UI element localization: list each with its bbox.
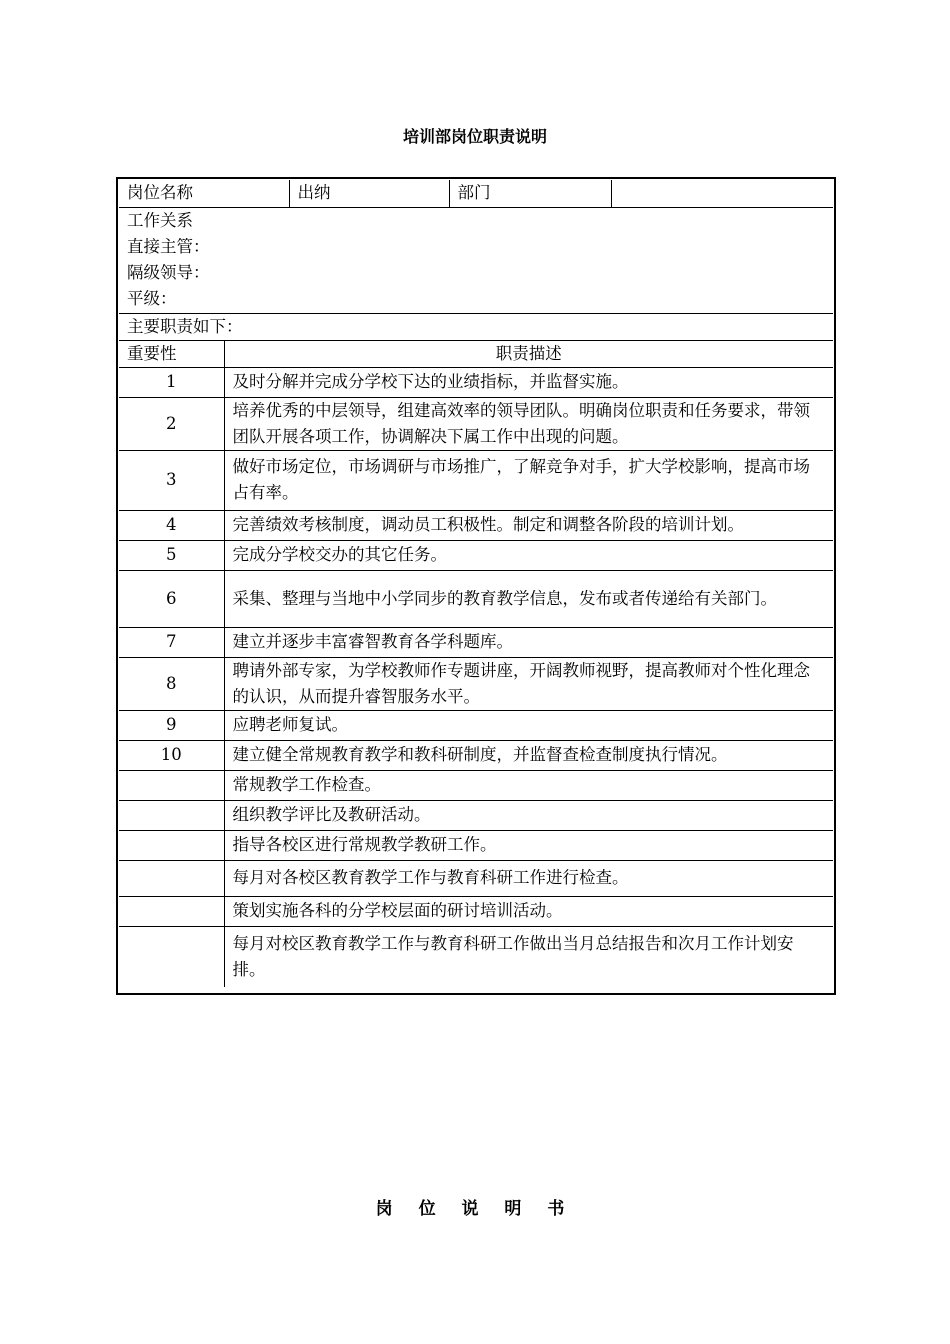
- duty-importance: 7: [119, 627, 224, 657]
- duty-description: 及时分解并完成分学校下达的业绩指标，并监督实施。: [224, 367, 833, 397]
- duty-description: 指导各校区进行常规教学教研工作。: [224, 830, 833, 860]
- duty-description: 每月对校区教育教学工作与教育科研工作做出当月总结报告和次月工作计划安排。: [224, 926, 833, 987]
- duty-row: [119, 740, 833, 770]
- position-value: 出纳: [289, 180, 449, 207]
- duty-importance: 2: [119, 397, 224, 450]
- duty-row: [119, 830, 833, 860]
- duty-row: [119, 367, 833, 397]
- duty-importance: 4: [119, 510, 224, 540]
- duty-description: 组织教学评比及教研活动。: [224, 800, 833, 830]
- duty-importance: 10: [119, 740, 224, 770]
- duty-row: [119, 570, 833, 627]
- duty-row: [119, 657, 833, 710]
- duty-importance: 1: [119, 367, 224, 397]
- duty-row: [119, 710, 833, 740]
- duty-row: [119, 800, 833, 830]
- duty-importance: 8: [119, 657, 224, 710]
- duty-importance: 5: [119, 540, 224, 570]
- duty-description: 常规教学工作检查。: [224, 770, 833, 800]
- dept-label: 部门: [449, 180, 611, 207]
- duty-row: [119, 627, 833, 657]
- duties-heading: 主要职责如下：: [119, 313, 833, 340]
- duty-description: 聘请外部专家，为学校教师作专题讲座，开阔教师视野，提高教师对个性化理念的认识，从而提升睿智服务水平。: [224, 657, 833, 710]
- duty-row: [119, 896, 833, 926]
- duty-row: [119, 397, 833, 450]
- importance-header: 重要性: [119, 340, 224, 367]
- duty-description: 建立健全常规教育教学和教科研制度，并监督查检查制度执行情况。: [224, 740, 833, 770]
- duty-importance: [119, 896, 224, 926]
- duty-row: [119, 770, 833, 800]
- duty-description: 完善绩效考核制度，调动员工积极性。制定和调整各阶段的培训计划。: [224, 510, 833, 540]
- relations-cell: [119, 207, 833, 313]
- position-label: 岗位名称: [119, 180, 289, 207]
- duty-row: [119, 860, 833, 896]
- duty-importance: [119, 770, 224, 800]
- duty-importance: [119, 926, 224, 987]
- relations-heading: 工作关系: [127, 211, 193, 230]
- duty-importance: 3: [119, 450, 224, 510]
- duty-description: 培养优秀的中层领导，组建高效率的领导团队。明确岗位职责和任务要求，带领团队开展各项工作，协调解决下属工作中出现的问题。: [224, 397, 833, 450]
- duty-row: [119, 540, 833, 570]
- duty-importance: [119, 800, 224, 830]
- duty-description: 策划实施各科的分学校层面的研讨培训活动。: [224, 896, 833, 926]
- duty-description: 做好市场定位，市场调研与市场推广，了解竞争对手，扩大学校影响，提高市场占有率。: [224, 450, 833, 510]
- duty-row: [119, 926, 833, 987]
- duty-description: 每月对各校区教育教学工作与教育科研工作进行检查。: [224, 860, 833, 896]
- duties-header-row: [119, 340, 833, 367]
- duty-importance: [119, 830, 224, 860]
- duty-importance: [119, 860, 224, 896]
- duty-description: 采集、整理与当地中小学同步的教育教学信息，发布或者传递给有关部门。: [224, 570, 833, 627]
- relations-row: [119, 207, 833, 313]
- duty-grid: [119, 180, 833, 987]
- info-row: [119, 180, 833, 207]
- duties-heading-row: [119, 313, 833, 340]
- duty-importance: 9: [119, 710, 224, 740]
- duty-importance: 6: [119, 570, 224, 627]
- description-header: 职责描述: [224, 340, 833, 367]
- peer-label: 平级：: [127, 289, 177, 308]
- duty-description: 应聘老师复试。: [224, 710, 833, 740]
- duty-description: 建立并逐步丰富睿智教育各学科题库。: [224, 627, 833, 657]
- duty-description: 完成分学校交办的其它任务。: [224, 540, 833, 570]
- duty-row: [119, 510, 833, 540]
- duty-row: [119, 450, 833, 510]
- indirect-leader-label: 隔级领导：: [127, 263, 210, 282]
- dept-value: [611, 180, 833, 207]
- job-description-table: [116, 177, 836, 995]
- footer-title: 岗 位 说 明 书: [375, 1199, 575, 1219]
- page-title: 培训部岗位职责说明: [402, 127, 547, 146]
- direct-supervisor-label: 直接主管：: [127, 237, 210, 256]
